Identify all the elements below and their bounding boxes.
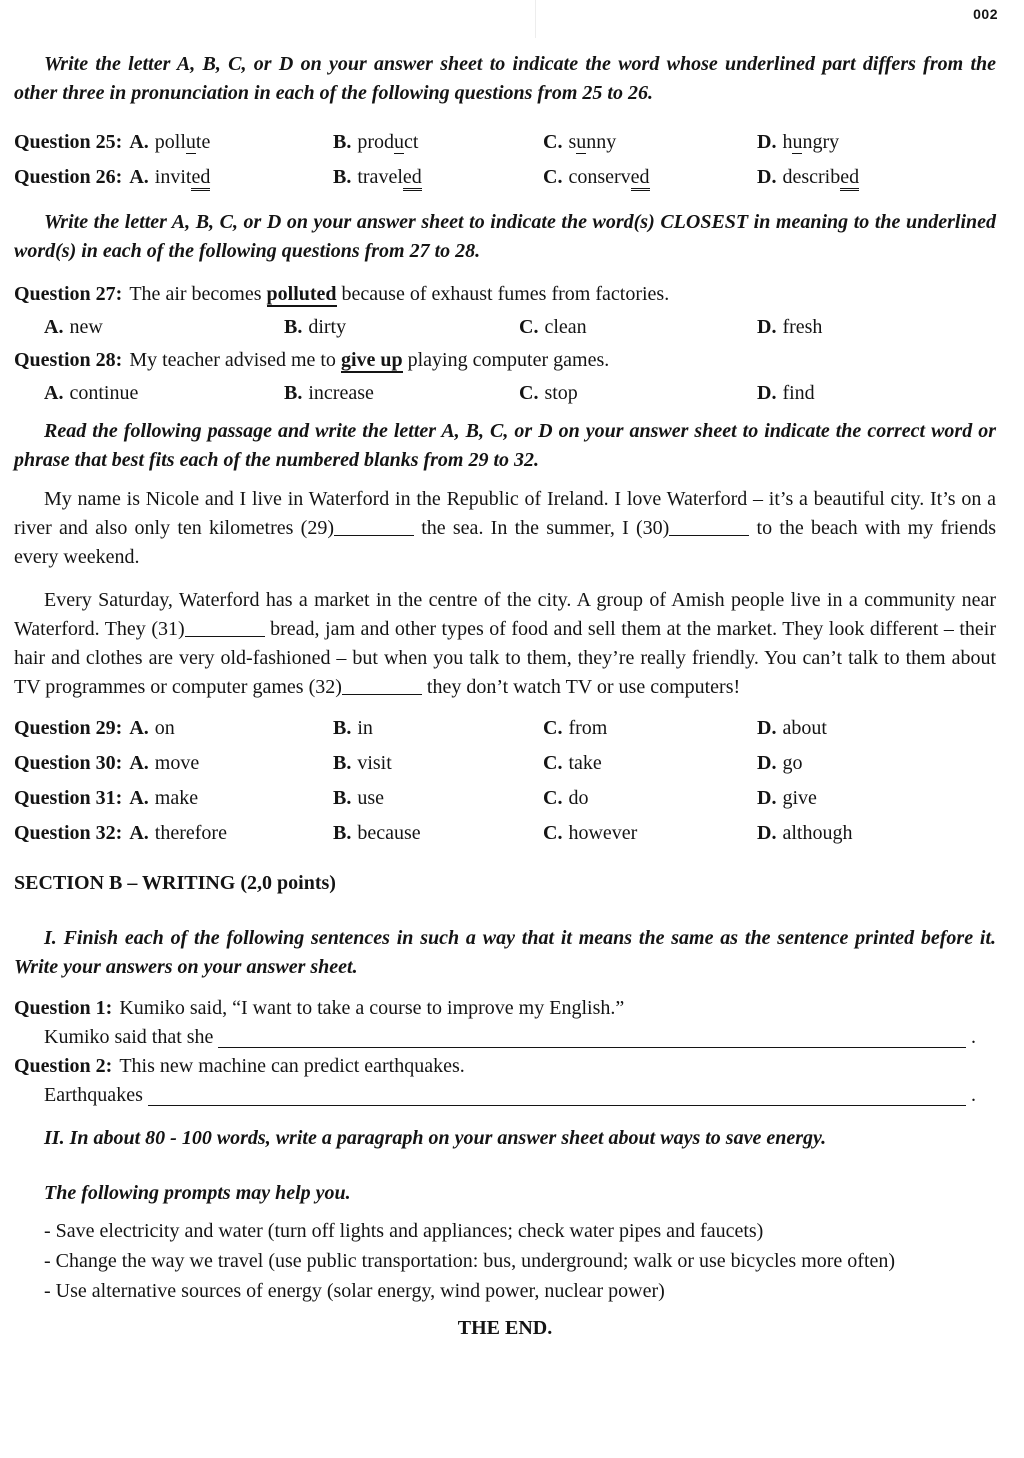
- option-text: however: [568, 822, 638, 844]
- option-text: fresh: [782, 316, 823, 338]
- option-text: move: [154, 752, 200, 774]
- question-text: Kumiko said, “I want to take a course to improve my English.”: [119, 997, 625, 1019]
- option-letter-d: D.: [757, 717, 777, 739]
- option-word: invited: [155, 166, 211, 191]
- underlined-part: ed: [191, 166, 210, 191]
- blank-marker-29: (29): [300, 517, 334, 539]
- option-text: dirty: [308, 316, 347, 338]
- option-word: hungry: [782, 131, 840, 153]
- question-label: Question 32:: [14, 822, 123, 844]
- option-text: stop: [544, 382, 578, 404]
- option-text: give: [782, 787, 817, 809]
- blank-line-29: [334, 535, 414, 536]
- option-letter-a: A.: [129, 787, 149, 809]
- question-label: Question 29:: [14, 717, 123, 739]
- prompts-heading: The following prompts may help you.: [44, 1182, 351, 1204]
- option-letter-a: A.: [129, 166, 149, 188]
- question-28-options: [44, 377, 996, 410]
- underlined-part: u: [576, 131, 587, 153]
- option-letter-b: B.: [333, 787, 352, 809]
- question-label: Question 27:: [14, 283, 123, 305]
- question-label: Question 2:: [14, 1055, 113, 1077]
- instruction-closest-meaning: Write the letter A, B, C, or D on your answer sheet to indicate the word(s) CLOSEST in meaning to the underlined word(s) in each of the following questions from 27 to 28.: [14, 211, 996, 262]
- option-text: visit: [357, 752, 392, 774]
- option-letter-b: B.: [333, 131, 352, 153]
- blank-line-30: [669, 535, 749, 536]
- option-text: therefore: [154, 822, 227, 844]
- option-text: clean: [544, 316, 587, 338]
- option-letter-a: A.: [129, 131, 149, 153]
- option-letter-b: B.: [333, 752, 352, 774]
- underlined-part: ed: [631, 166, 650, 191]
- scan-artifact-line: [535, 0, 536, 38]
- option-text: although: [782, 822, 853, 844]
- question-row-32: [14, 816, 996, 851]
- underlined-part: ed: [403, 166, 422, 191]
- writing-question-1: [14, 994, 996, 1023]
- question-27-sentence: Question 27: The air becomes polluted because of exhaust fumes from factories.: [14, 283, 670, 305]
- option-letter-b: B.: [333, 717, 352, 739]
- option-text: find: [782, 382, 815, 404]
- option-letter-d: D.: [757, 822, 777, 844]
- blank-marker-30: (30): [636, 517, 670, 539]
- option-letter-a: A.: [44, 316, 64, 338]
- underlined-keyword: give up: [340, 349, 403, 371]
- prompt-item: - Change the way we travel (use public transportation: bus, underground; walk or use bicycles more often): [44, 1250, 896, 1272]
- question-row-31: [14, 781, 996, 816]
- cloze-passage-paragraph-1: My name is Nicole and I live in Waterford in the Republic of Ireland. I love Waterford – it’s a beautiful city. It’s on a river and also only ten kilometres (29) the sea. In the summer, I (30) to the beach with my friends every weekend.: [14, 488, 997, 568]
- underlined-keyword: polluted: [266, 283, 337, 305]
- blank-marker-32: (32): [308, 676, 342, 698]
- option-letter-a: A.: [129, 752, 149, 774]
- option-letter-d: D.: [757, 316, 777, 338]
- option-letter-b: B.: [333, 166, 352, 188]
- question-label: Question 26:: [14, 166, 123, 188]
- underlined-part: u: [185, 131, 196, 153]
- writing-question-2: [14, 1052, 996, 1081]
- answer-stem: Kumiko said that she: [44, 1026, 214, 1048]
- answer-period: .: [971, 1026, 976, 1048]
- option-word: described: [782, 166, 859, 191]
- blank-marker-31: (31): [151, 618, 185, 640]
- writing-answer-line-1: [44, 1023, 976, 1052]
- option-letter-c: C.: [543, 822, 563, 844]
- option-letter-c: C.: [543, 131, 563, 153]
- option-letter-d: D.: [757, 787, 777, 809]
- section-b-heading: SECTION B – WRITING (2,0 points): [14, 872, 336, 894]
- option-text: increase: [308, 382, 374, 404]
- answer-blank-line: [218, 1047, 966, 1048]
- option-letter-c: C.: [519, 382, 539, 404]
- question-row-25: [14, 125, 996, 160]
- option-letter-d: D.: [757, 131, 777, 153]
- option-text: on: [154, 717, 175, 739]
- underlined-part: u: [792, 131, 803, 153]
- option-letter-a: A.: [44, 382, 64, 404]
- option-word: sunny: [568, 131, 617, 153]
- option-letter-a: A.: [129, 717, 149, 739]
- answer-stem: Earthquakes: [44, 1084, 143, 1106]
- question-27-options: [44, 311, 996, 344]
- page-number: 002: [973, 6, 998, 22]
- question-28-sentence: Question 28: My teacher advised me to give up playing computer games.: [14, 349, 610, 371]
- answer-blank-line: [148, 1105, 966, 1106]
- option-word: product: [357, 131, 419, 153]
- instruction-cloze: Read the following passage and write the letter A, B, C, or D on your answer sheet to indicate the correct word or phrase that best fits each of the numbered blanks from 29 to 32.: [14, 420, 996, 471]
- question-row-30: [14, 746, 996, 781]
- option-letter-c: C.: [543, 166, 563, 188]
- option-letter-d: D.: [757, 752, 777, 774]
- option-text: new: [69, 316, 103, 338]
- question-row-26: [14, 160, 996, 195]
- question-row-29: [14, 711, 996, 746]
- option-letter-b: B.: [333, 822, 352, 844]
- instruction-pronunciation: Write the letter A, B, C, or D on your answer sheet to indicate the word whose underlined part differs from the other three in pronunciation in each of the following questions from 25 to 26.: [14, 53, 996, 104]
- option-text: because: [357, 822, 421, 844]
- question-label: Question 28:: [14, 349, 123, 371]
- option-letter-a: A.: [129, 822, 149, 844]
- option-word: conserved: [568, 166, 649, 191]
- option-text: about: [782, 717, 827, 739]
- option-text: use: [357, 787, 385, 809]
- option-text: go: [782, 752, 803, 774]
- answer-period: .: [971, 1084, 976, 1106]
- option-letter-b: B.: [284, 316, 303, 338]
- cloze-passage-paragraph-2: Every Saturday, Waterford has a market in the centre of the city. A group of Amish people live in a community near Waterford. They (31) bread, jam and other types of food and sell them at the market. They look different – their hair and clothes are very old-fashioned – but when you talk to them, they’re really friendly. You can’t talk to them about TV programmes or computer games (32) they don’t watch TV or use computers!: [14, 589, 996, 698]
- question-label: Question 30:: [14, 752, 123, 774]
- option-letter-c: C.: [543, 752, 563, 774]
- blank-line-32: [342, 694, 422, 695]
- instruction-writing-part2: II. In about 80 - 100 words, write a paragraph on your answer sheet about ways to save energy.: [44, 1127, 827, 1149]
- option-word: traveled: [357, 166, 421, 191]
- question-label: Question 31:: [14, 787, 123, 809]
- underlined-part: ed: [840, 166, 859, 191]
- option-word: pollute: [154, 131, 211, 153]
- the-end-text: THE END.: [457, 1317, 553, 1339]
- writing-answer-line-2: [44, 1081, 976, 1110]
- question-label: Question 25:: [14, 131, 123, 153]
- option-text: from: [568, 717, 608, 739]
- instruction-writing-part1: I. Finish each of the following sentences in such a way that it means the same as the sentence printed before it. Write your answers on your answer sheet.: [14, 927, 996, 978]
- option-text: do: [568, 787, 589, 809]
- prompt-item: - Use alternative sources of energy (solar energy, wind power, nuclear power): [44, 1280, 665, 1302]
- underlined-part: u: [394, 131, 405, 153]
- option-letter-c: C.: [543, 787, 563, 809]
- option-text: continue: [69, 382, 139, 404]
- prompt-item: - Save electricity and water (turn off lights and appliances; check water pipes and faucets): [44, 1220, 764, 1242]
- blank-line-31: [185, 636, 265, 637]
- option-letter-b: B.: [284, 382, 303, 404]
- option-letter-d: D.: [757, 382, 777, 404]
- option-letter-c: C.: [543, 717, 563, 739]
- option-letter-c: C.: [519, 316, 539, 338]
- option-text: in: [357, 717, 373, 739]
- question-text: This new machine can predict earthquakes.: [119, 1055, 465, 1077]
- option-letter-d: D.: [757, 166, 777, 188]
- question-label: Question 1:: [14, 997, 113, 1019]
- option-text: make: [154, 787, 199, 809]
- option-text: take: [568, 752, 602, 774]
